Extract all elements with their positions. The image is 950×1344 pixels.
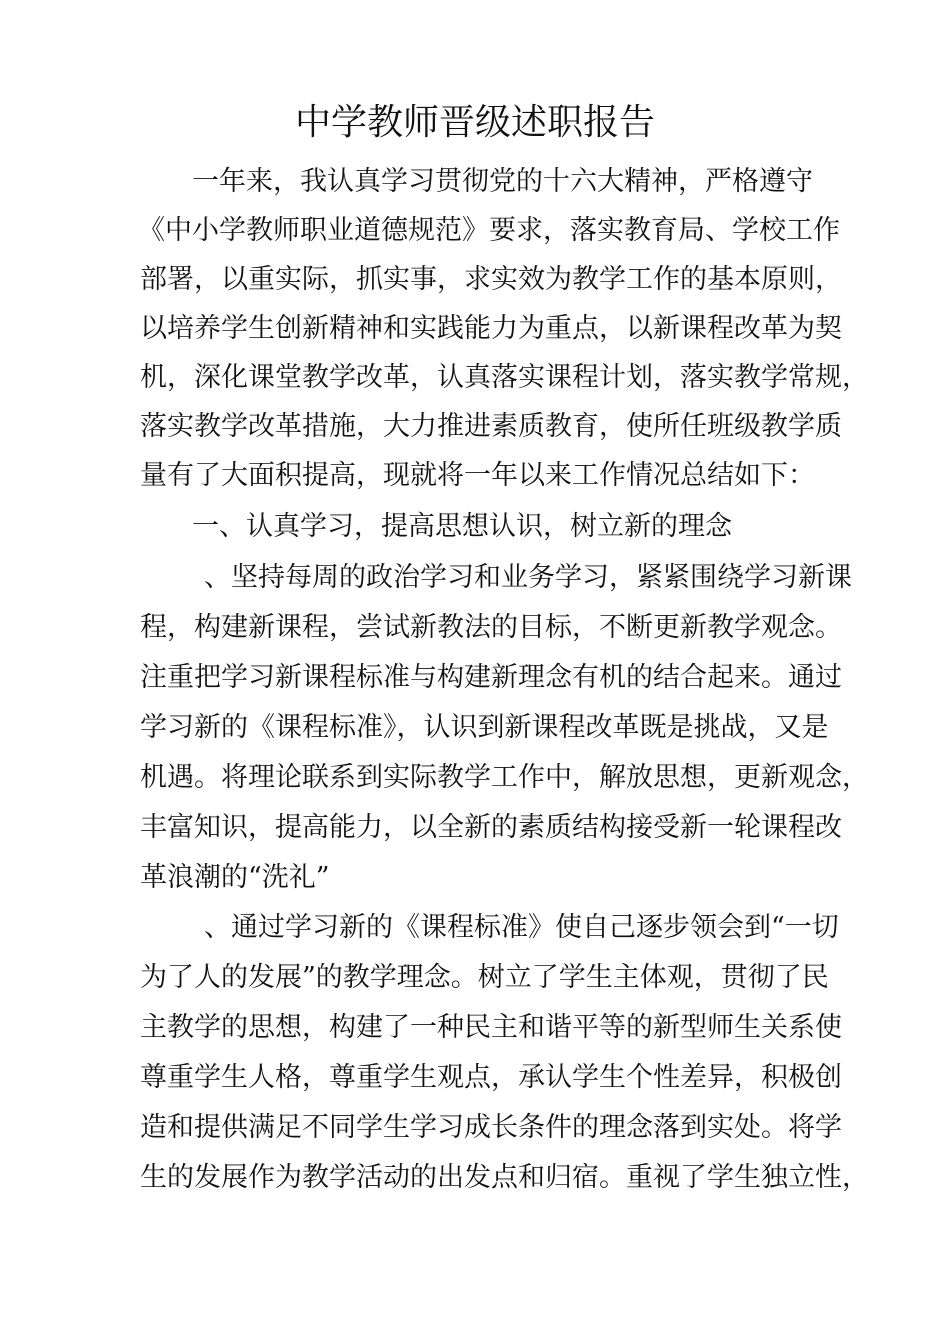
paragraph-line: 程，构建新课程，尝试新教法的目标，不断更新教学观念。 (140, 612, 842, 643)
paragraph-line: 量有了大面积提高，现就将一年以来工作情况总结如下： (140, 460, 815, 491)
paragraph-line: 为了人的发展”的教学理念。树立了学生主体观，贯彻了民 (140, 962, 829, 993)
paragraph-line: 革浪潮的“洗礼” (140, 862, 330, 893)
paragraph-line: 、通过学习新的《课程标准》使自己逐步领会到“一切 (204, 912, 839, 943)
paragraph-line: 学习新的《课程标准》，认识到新课程改革既是挑战，又是 (140, 712, 829, 743)
paragraph-line: 部署，以重实际，抓实事，求实效为教学工作的基本原则， (140, 264, 842, 295)
paragraph-line: 尊重学生人格，尊重学生观点，承认学生个性差异，积极创 (140, 1062, 842, 1093)
paragraph-line: 机遇。将理论联系到实际教学工作中，解放思想，更新观念， (140, 762, 869, 793)
paragraph-line: 、坚持每周的政治学习和业务学习，紧紧围绕学习新课 (204, 562, 852, 593)
section-heading: 一、认真学习，提高思想认识，树立新的理念 (192, 511, 732, 542)
paragraph-line: 一年来，我认真学习贯彻党的十六大精神，严格遵守 (192, 166, 813, 197)
paragraph-line: 《中小学教师职业道德规范》要求，落实教育局、学校工作 (138, 215, 840, 246)
paragraph-line: 机，深化课堂教学改革，认真落实课程计划，落实教学常规， (140, 362, 869, 393)
paragraph-line: 生的发展作为教学活动的出发点和归宿。重视了学生独立性， (140, 1162, 869, 1193)
paragraph-line: 丰富知识，提高能力，以全新的素质结构接受新一轮课程改 (140, 812, 842, 843)
paragraph-line: 造和提供满足不同学生学习成长条件的理念落到实处。将学 (140, 1112, 842, 1143)
paragraph-line: 主教学的思想，构建了一种民主和谐平等的新型师生关系使 (140, 1012, 842, 1043)
document-title: 中学教师晋级述职报告 (294, 102, 655, 143)
paragraph-line: 以培养学生创新精神和实践能力为重点，以新课程改革为契 (140, 313, 842, 344)
paragraph-line: 落实教学改革措施，大力推进素质教育，使所任班级教学质 (140, 411, 842, 442)
paragraph-line: 注重把学习新课程标准与构建新理念有机的结合起来。通过 (140, 662, 842, 693)
